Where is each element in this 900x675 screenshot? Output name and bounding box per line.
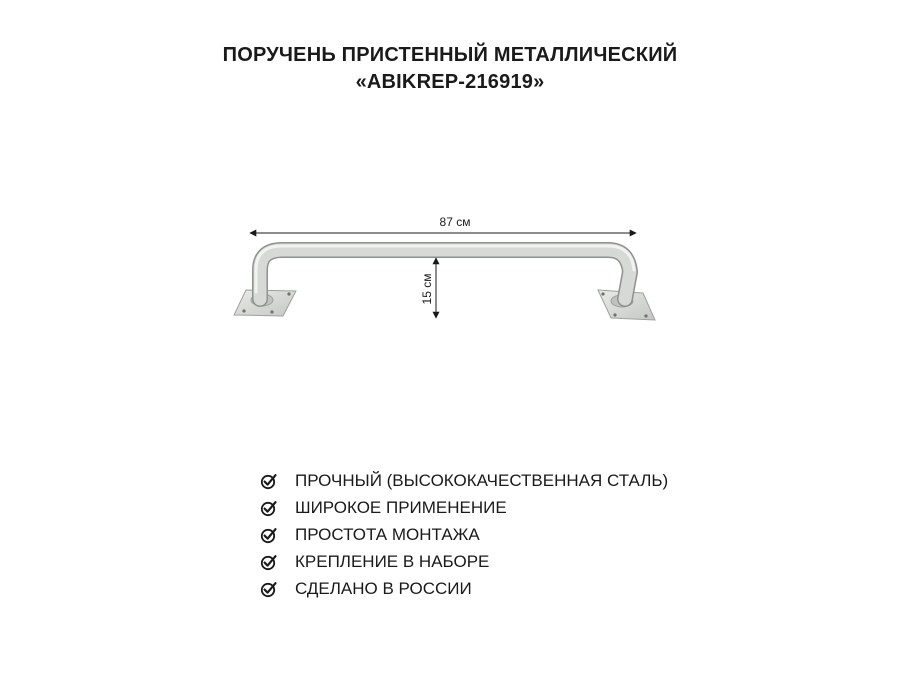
right-plate-hole [601, 292, 604, 295]
feature-item [260, 494, 668, 521]
feature-text: КРЕПЛЕНИЕ В НАБОРЕ [295, 551, 490, 571]
handrail-tube-outline [260, 250, 630, 299]
title-line-1: ПОРУЧЕНЬ ПРИСТЕННЫЙ МЕТАЛЛИЧЕСКИЙ [222, 44, 678, 66]
title-line-2: «ABIKREP-216919» [355, 71, 545, 93]
feature-text: ПРОЧНЫЙ (ВЫСОКОКАЧЕСТВЕННАЯ СТАЛЬ) [295, 470, 669, 490]
right-plate-hole [644, 314, 647, 317]
width-dimension-label: 87 см [439, 215, 471, 229]
left-plate-hole [287, 292, 290, 295]
left-plate-hole [242, 309, 245, 312]
feature-item [260, 467, 668, 494]
check-circle-icon [260, 499, 278, 517]
feature-text: ПРОСТОТА МОНТАЖА [295, 524, 480, 544]
feature-item [260, 575, 668, 602]
check-circle-icon [260, 472, 278, 490]
feature-text: ШИРОКОЕ ПРИМЕНЕНИЕ [295, 497, 507, 517]
right-plate-hole [613, 313, 616, 316]
feature-item [260, 548, 668, 575]
left-plate-hole [270, 310, 273, 313]
check-circle-icon [260, 553, 278, 571]
feature-item [260, 521, 668, 548]
feature-text: СДЕЛАНО В РОССИИ [295, 578, 472, 598]
check-circle-icon [260, 526, 278, 544]
check-circle-icon [260, 580, 278, 598]
height-dimension-label: 15 см [420, 273, 434, 305]
feature-list [260, 467, 668, 602]
